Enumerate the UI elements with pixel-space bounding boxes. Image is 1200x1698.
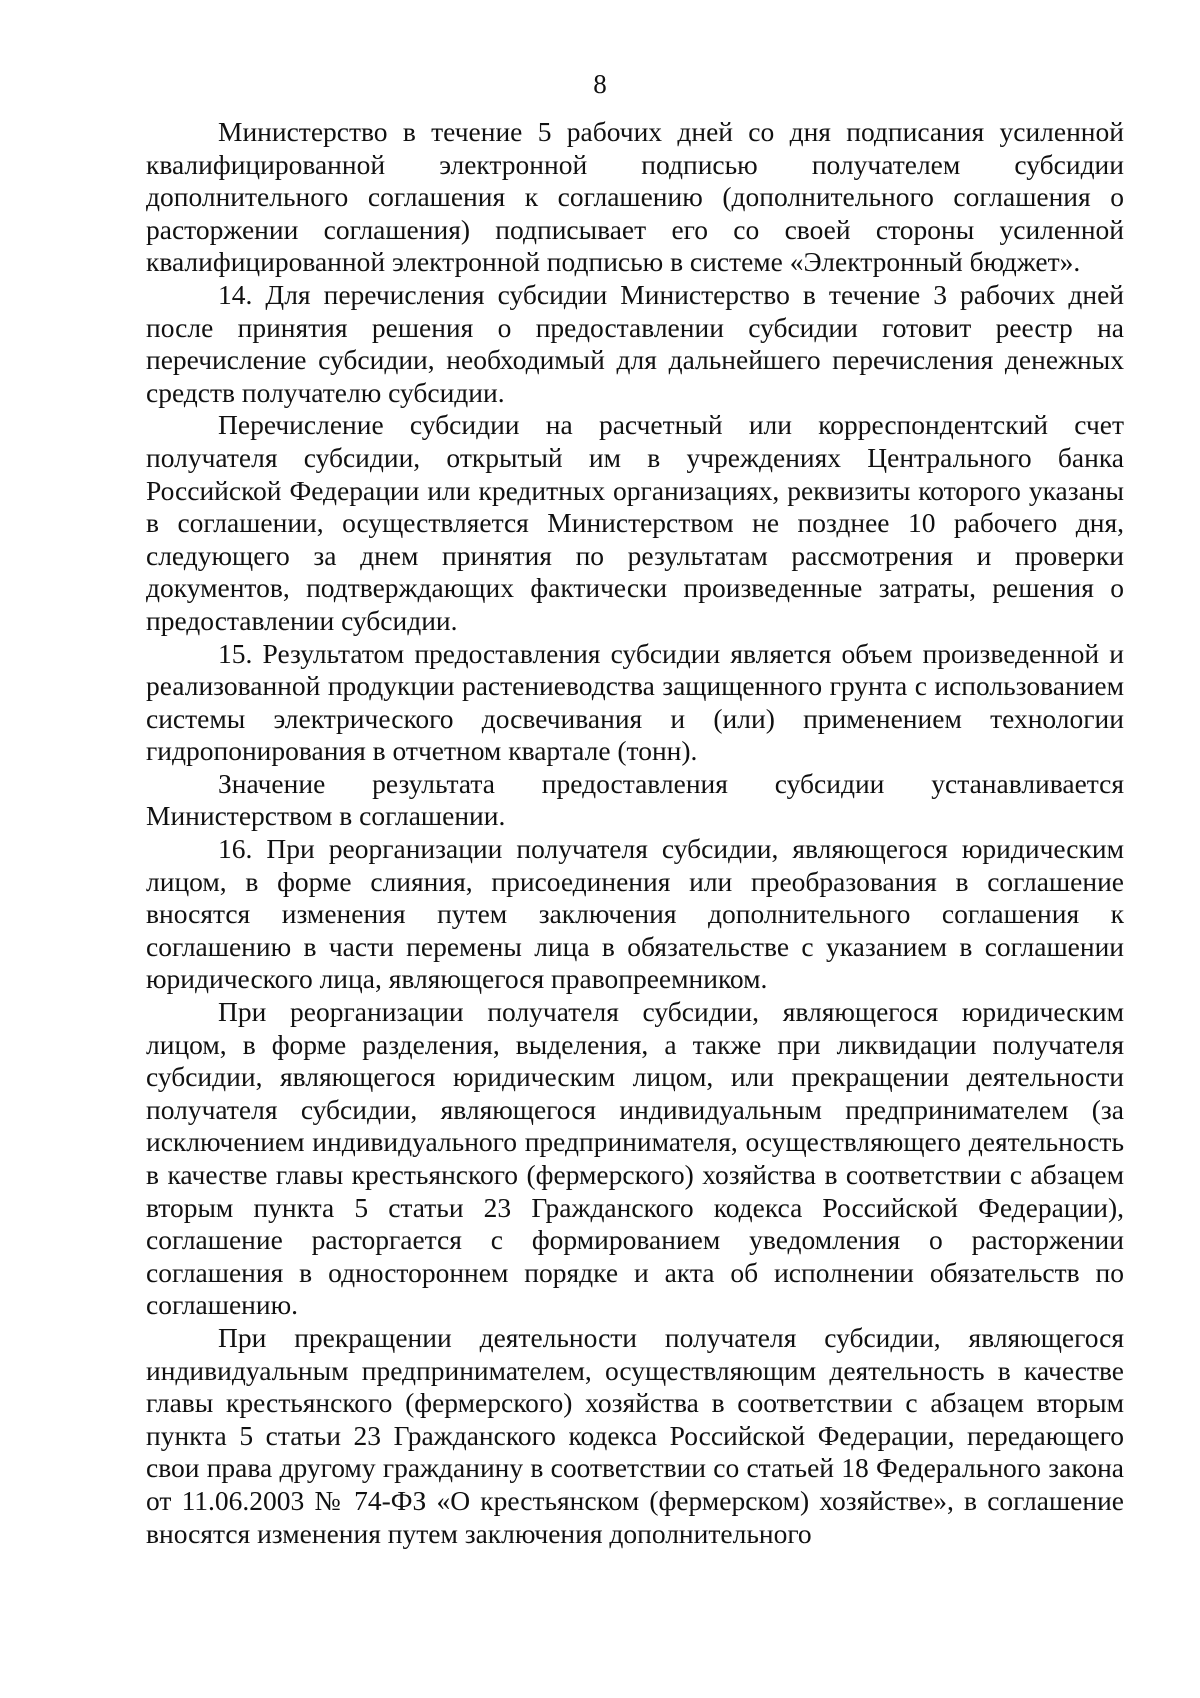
paragraph-16-reorganization: 16. При реорганизации получателя субсидии, являющегося юридическим лицом, в форме слияния, присоединения или преобразования в соглашение вносятся изменения путем заключения дополнительного соглашения к соглашению в части перемены лица в обязательстве с указанием в соглашении юридического лица, являющегося правопреемником. bbox=[146, 833, 1124, 995]
paragraph-transfer-account: Перечисление субсидии на расчетный или корреспондентский счет получателя субсидии, открытый им в учреждениях Центрального банка Российской Федерации или кредитных организациях, реквизиты которого указаны в соглашении, осуществляется Министерством не позднее 10 рабочего дня, следующего за днем принятия по результатам рассмотрения и проверки документов, подтверждающих фактически произведенные затраты, решения о предоставлении субсидии. bbox=[146, 409, 1124, 636]
paragraph-reorganization-termination: При реорганизации получателя субсидии, являющегося юридическим лицом, в форме разделения, выделения, а также при ликвидации получателя субсидии, являющегося юридическим лицом, или прекращении деятельности получателя субсидии, являющегося индивидуальным предпринимателем (за исключением индивидуального предпринимателя, осуществляющего деятельность в качестве главы крестьянского (фермерского) хозяйства в соответствии с абзацем вторым пункта 5 статьи 23 Гражданского кодекса Российской Федерации), соглашение расторгается с формированием уведомления о расторжении соглашения в одностороннем порядке и акта об исполнении обязательств по соглашению. bbox=[146, 996, 1124, 1321]
paragraph-result-value: Значение результата предоставления субсидии устанавливается Министерством в соглашении. bbox=[146, 767, 1124, 832]
paragraph-farm-head-termination: При прекращении деятельности получателя субсидии, являющегося индивидуальным предпринимателем, осуществляющим деятельность в качестве главы крестьянского (фермерского) хозяйства в соответствии с абзацем вторым пункта 5 статьи 23 Гражданского кодекса Российской Федерации, передающего свои права другому гражданину в соответствии со статьей 18 Федерального закона от 11.06.2003 № 74-ФЗ «О крестьянском (фермерском) хозяйстве», в соглашение вносятся изменения путем заключения дополнительного bbox=[146, 1321, 1124, 1549]
document-body bbox=[146, 116, 1124, 1550]
paragraph-15-result: 15. Результатом предоставления субсидии является объем произведенной и реализованной продукции растениеводства защищенного грунта с использованием системы электрического досвечивания и (или) применением технологии гидропонирования в отчетном квартале (тонн). bbox=[146, 637, 1124, 767]
page-number: 8 bbox=[593, 69, 607, 99]
paragraph-14-transfer-registry: 14. Для перечисления субсидии Министерство в течение 3 рабочих дней после принятия решения о предоставлении субсидии готовит реестр на перечисление субсидии, необходимый для дальнейшего перечисления денежных средств получателю субсидии. bbox=[146, 278, 1124, 408]
paragraph-ministry-signing: Министерство в течение 5 рабочих дней со дня подписания усиленной квалифицированной электронной подписью получателем субсидии дополнительного соглашения к соглашению (дополнительного соглашения о расторжении соглашения) подписывает его со своей стороны усиленной квалифицированной электронной подписью в системе «Электронный бюджет». bbox=[146, 116, 1124, 278]
